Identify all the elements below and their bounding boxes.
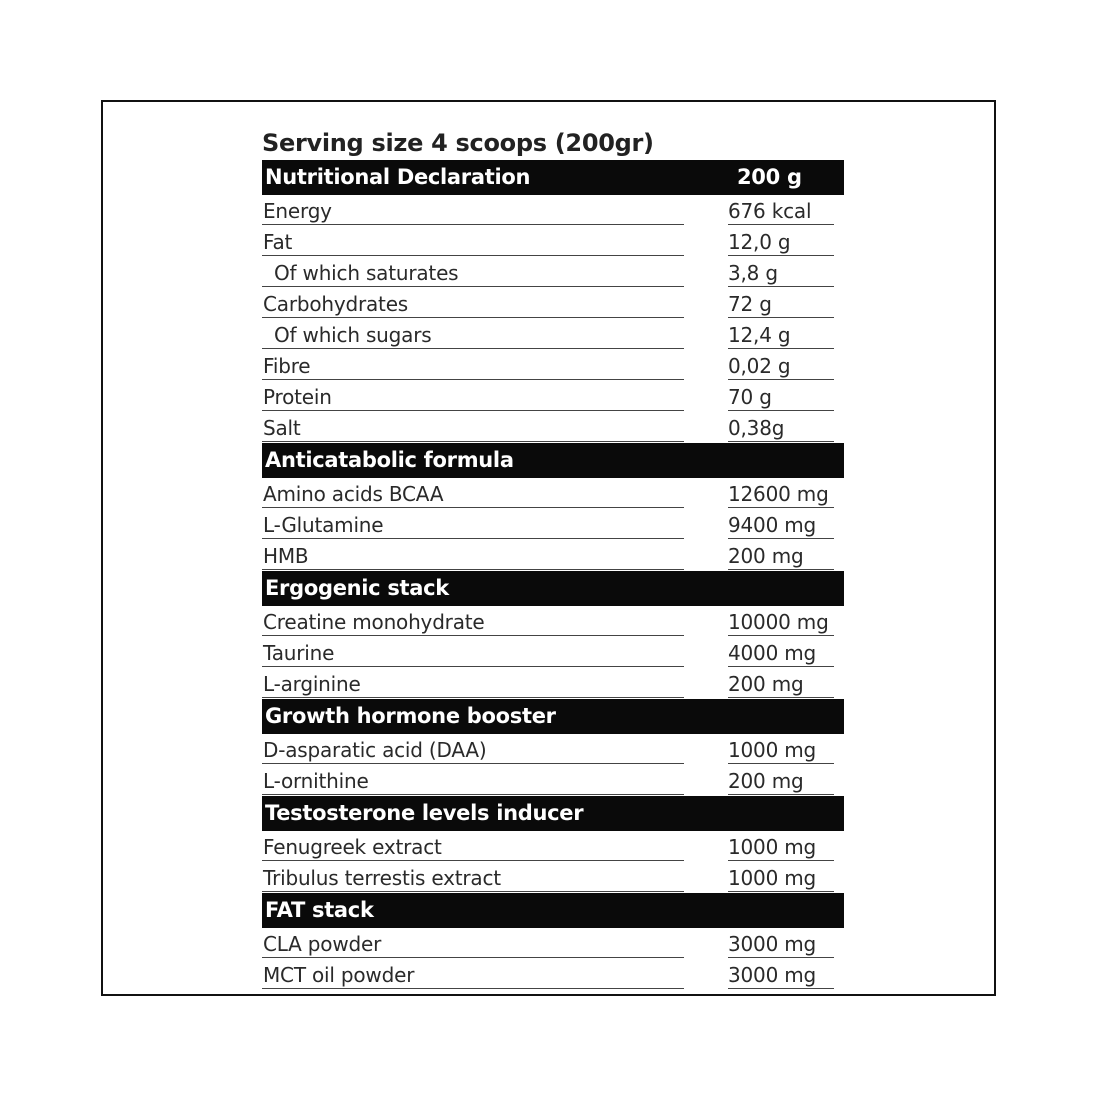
table-row [262,478,844,509]
nutrient-name: Taurine [262,641,684,667]
nutrient-value: 3000 mg [728,963,834,989]
nutrient-value: 676 kcal [728,199,834,225]
serving-size-title: Serving size 4 scoops (200gr) [262,129,654,157]
table-row [262,257,844,288]
table-row [262,862,844,893]
nutrient-value: 12,0 g [728,230,834,256]
nutrient-name: Carbohydrates [262,292,684,318]
nutrient-name: Fat [262,230,684,256]
section-amount: 200 g [737,165,802,189]
section-title: Ergogenic stack [265,576,449,600]
nutrient-value: 72 g [728,292,834,318]
nutrient-value: 200 mg [728,672,834,698]
nutrient-name: Fibre [262,354,684,380]
nutrient-name: CLA powder [262,932,684,958]
nutrient-value: 0,38g [728,416,834,442]
nutrient-value: 9400 mg [728,513,834,539]
nutrient-name: L-ornithine [262,769,684,795]
nutrient-value: 1000 mg [728,866,834,892]
table-row [262,412,844,443]
nutrient-value: 10000 mg [728,610,834,636]
table-row [262,668,844,699]
nutrient-value: 12600 mg [728,482,834,508]
section-title: FAT stack [265,898,374,922]
section-title: Testosterone levels inducer [265,801,584,825]
section-header [262,160,844,195]
nutrient-value: 3,8 g [728,261,834,287]
table-row [262,226,844,257]
table-row [262,350,844,381]
table-row [262,319,844,350]
table-row [262,959,844,990]
section-title: Anticatabolic formula [265,448,514,472]
table-row [262,195,844,226]
nutrient-name: Creatine monohydrate [262,610,684,636]
nutrient-value: 200 mg [728,544,834,570]
nutrient-name: Amino acids BCAA [262,482,684,508]
table-row [262,831,844,862]
section-title: Nutritional Declaration [265,165,531,189]
nutrient-name: L-arginine [262,672,684,698]
table-row [262,606,844,637]
nutrient-value: 200 mg [728,769,834,795]
nutrient-name: Fenugreek extract [262,835,684,861]
nutrient-value: 1000 mg [728,738,834,764]
nutrient-name: Tribulus terrestis extract [262,866,684,892]
nutrient-value: 12,4 g [728,323,834,349]
nutrient-value: 1000 mg [728,835,834,861]
nutrient-name: Protein [262,385,684,411]
section-header [262,571,844,606]
table-row [262,288,844,319]
section-title: Growth hormone booster [265,704,556,728]
table-row [262,928,844,959]
table-row [262,381,844,412]
nutrient-name: Salt [262,416,684,442]
nutrient-value: 70 g [728,385,834,411]
table-row [262,765,844,796]
nutrition-panel [262,126,844,990]
section-header [262,893,844,928]
table-row [262,540,844,571]
table-row [262,509,844,540]
section-header [262,699,844,734]
nutrient-name: HMB [262,544,684,570]
nutrient-name: L-Glutamine [262,513,684,539]
nutrient-value: 3000 mg [728,932,834,958]
nutrient-name: D-asparatic acid (DAA) [262,738,684,764]
nutrient-value: 0,02 g [728,354,834,380]
section-header [262,443,844,478]
section-header [262,796,844,831]
table-row [262,734,844,765]
nutrient-name: Energy [262,199,684,225]
nutrient-name: MCT oil powder [262,963,684,989]
nutrition-table [262,160,844,990]
nutrient-name: Of which saturates [262,261,684,287]
table-row [262,637,844,668]
nutrient-value: 4000 mg [728,641,834,667]
nutrient-name: Of which sugars [262,323,684,349]
